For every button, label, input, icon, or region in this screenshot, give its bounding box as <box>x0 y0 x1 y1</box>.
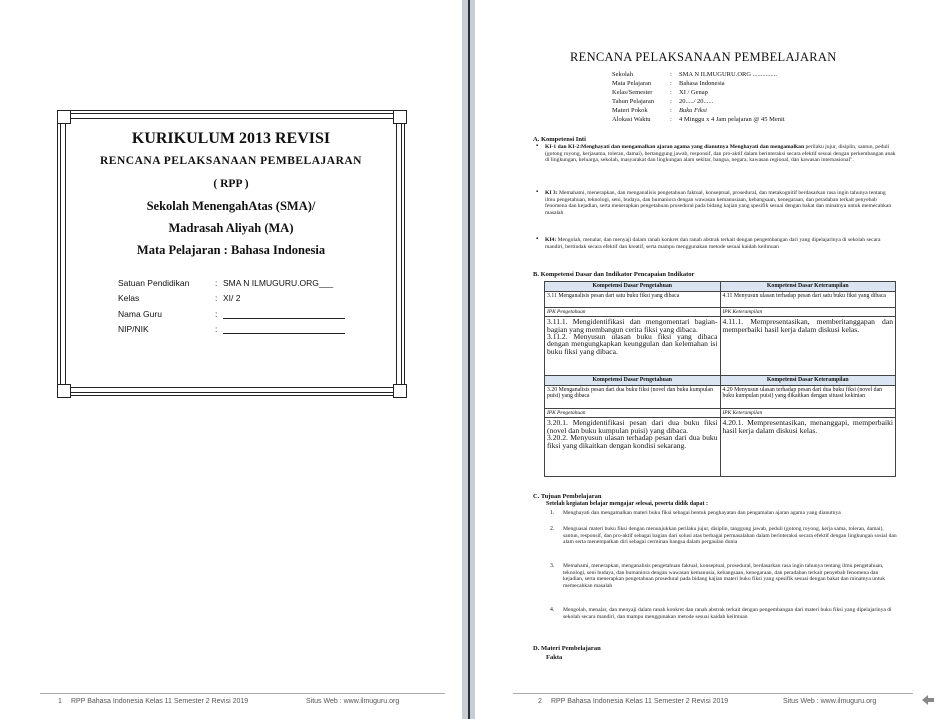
table-header-cell: Kompetensi Dasar Pengetahuan <box>545 376 721 386</box>
info-label: Satuan Pendidikan <box>118 278 190 288</box>
table-cell <box>545 317 721 376</box>
footer-website: Situs Web : www.ilmuguru.org <box>783 698 877 705</box>
indicator-item: 3.11.1. Mengidentifikasi dan mengomentari bagian-bagian yang membangun cerita fiksi yang dibaca. <box>547 317 718 334</box>
table-subheader-cell: IPK Pengetahuan <box>545 408 721 418</box>
frame-corner-ornament <box>393 384 407 398</box>
ki-1-2-label: KI-1 dan KI-2:Menghayati dan mengamalkan ajaran agama yang dianutnya Menghayati dan mengamalkan <box>545 144 805 150</box>
bullet-icon: ▪ <box>536 189 539 195</box>
cover-title: KURIKULUM 2013 REVISI <box>131 130 331 147</box>
header-label: Kelas/Semester <box>612 89 653 96</box>
info-label: Kelas <box>118 293 140 303</box>
document-page-1 <box>0 0 462 719</box>
cover-rpp-label: ( RPP ) <box>213 178 249 190</box>
frame-corner-ornament <box>57 110 71 124</box>
table-cell: 4.20.1. Mempresentasikan, menanggapi, memperbaiki hasil kerja dalam diskusi kelas. <box>720 418 896 477</box>
footer-page-number: 2 <box>538 698 542 705</box>
table-row <box>545 291 896 307</box>
info-value: XI/ 2 <box>223 293 241 303</box>
ki-4-paragraph <box>545 237 897 264</box>
footer-rule <box>40 693 445 694</box>
cover-subtitle: RENCANA PELAKSANAAN PEMBELAJARAN <box>100 155 362 167</box>
table-header-cell: Kompetensi Dasar Keterampilan <box>720 376 896 386</box>
cover-school-line-1: Sekolah MenengahAtas (SMA)/ <box>146 199 316 213</box>
header-colon: : <box>670 107 672 114</box>
info-colon: : <box>215 324 218 334</box>
section-d-heading: D. Materi Pembelajaran <box>533 645 601 652</box>
info-colon: : <box>215 278 218 288</box>
kompetensi-dasar-table <box>544 281 896 477</box>
indicator-item: 3.20.2. Menyusun ulasan terhadap pesan dari dua buku fiksi yang dikaitkan dengan kondisi sekarang. <box>547 433 718 450</box>
header-colon: : <box>670 98 672 105</box>
header-value: Bahasa Indonesia <box>679 80 725 87</box>
header-value: 20...../ 20...... <box>679 98 714 105</box>
table-cell: 4.20 Menyusun ulasan terhadap pesan dari dua buku fiksi (novel dan buku kumpulan puisi) yang dikaitkan dengan situasi kekinian <box>720 385 896 408</box>
header-colon: : <box>670 80 672 87</box>
section-a-heading: A. Kompetensi Inti <box>533 136 586 143</box>
cover-subject: Mata Pelajaran : Bahasa Indonesia <box>136 243 326 257</box>
table-row <box>545 307 896 317</box>
indicator-item: 3.11.2. Menyusun ulasan buku fiksi yang dibaca dengan mengungkapkan keunggulan dan kelemahan isi buku fiksi yang dibaca. <box>547 332 718 356</box>
header-label: Alokasi Waktu <box>612 116 651 123</box>
header-colon: : <box>670 71 672 78</box>
ki-1-2-text: perilaku jujur, disiplin, santun, peduli (gotong royong, kerjasama, toleran, damai), bertanggung jawab, responsif, dan pro-aktif dalam berinteraksi secara efektif sesuai dengan perkembangan anak di lingkungan, keluarga, sekolah, masyarakat dan lingkungan alam sekitar, bangsa, negara, kawasan regional, dan kawasan internasional". <box>545 144 896 164</box>
section-b-heading: B. Kompetensi Dasar dan Indikator Pencapaian Indikator <box>533 271 695 278</box>
table-header-cell: Kompetensi Dasar Keterampilan <box>720 282 896 292</box>
list-item: Mengolah, menalar, dan menyaji dalam ranah konkret dan ranah abstrak terkait dengan pengembangan dari materi buku fiksi yang dipelajarinya di sekolah secara mandiri, dan mampu menggunakan metode sesuai kaidah keilmuan <box>563 607 892 620</box>
fill-in-line <box>223 333 345 334</box>
table-header-cell: Kompetensi Dasar Pengetahuan <box>545 282 721 292</box>
ki-3-label: KI 3: <box>545 190 558 196</box>
header-label: Sekolah <box>612 71 633 78</box>
indicator-item: 3.20.1. Mengidentifikasi pesan dari dua buku fiksi (novel dan buku kumpulan puisi) yang dibaca. <box>547 418 718 435</box>
page-separator <box>468 0 470 719</box>
table-subheader-cell: IPK Keterampilan <box>720 307 896 317</box>
info-label: Nama Guru <box>118 309 162 319</box>
frame-corner-ornament <box>57 384 71 398</box>
footer-rule <box>513 693 913 694</box>
header-value: 4 Minggu x 4 Jam pelajaran @ 45 Menit <box>679 116 785 123</box>
cover-school-line-2: Madrasah Aliyah (MA) <box>168 221 294 235</box>
next-page-arrow-icon[interactable] <box>921 694 935 706</box>
list-item: Menguasai materi buku fiksi dengan menunjukkan perilaku jujur, disiplin, tanggung jawab, peduli (gotong royong, kerja sama, toleran, damai), santun, responsif, dan pro-aktif sebagai bagian dari solusi atas berbagai permasalahan dalam berinteraksi secara efektif dengan lingkungan sosial dan alam serta menempatkan diri sebagai cerminan bangsa dalam pergaulan dunia <box>563 526 897 546</box>
table-cell: 3.20 Menganalisis pesan dari dua buku fiksi (novel dan buku kumpulan puisi) yang dibaca <box>545 385 721 408</box>
footer-page-number: 1 <box>58 698 62 705</box>
table-subheader-cell: IPK Keterampilan <box>720 408 896 418</box>
footer-doc-title: RPP Bahasa Indonesia Kelas 11 Semester 2 Revisi 2019 <box>71 698 249 705</box>
table-row <box>545 376 896 386</box>
bullet-icon: ▪ <box>536 143 539 149</box>
table-cell: 4.11 Menyusun ulasan terhadap pesan dari satu buku fiksi yang dibaca <box>720 291 896 307</box>
ki-4-text: Mengolah, menalar, dan menyaji dalam ranah konkret dan ranah abstrak terkait dengan pengembangan dari yang dipelajarinya di sekolah secara mandiri, bertindak secara efektif dan kreatif, serta mampu menggunakan metode sesuai kaidah keilmuan <box>545 237 881 250</box>
table-row <box>545 282 896 292</box>
ki-3-paragraph <box>545 190 897 237</box>
header-colon: : <box>670 89 672 96</box>
header-value: SMA N ILMUGURU.ORG ............... <box>679 71 778 78</box>
document-page-2 <box>475 0 943 719</box>
table-row <box>545 317 896 376</box>
page-title: RENCANA PELAKSANAAN PEMBELAJARAN <box>570 50 837 64</box>
footer-website: Situs Web : www.ilmuguru.org <box>306 698 400 705</box>
info-colon: : <box>215 293 218 303</box>
table-cell: 3.11 Menganalisis pesan dari satu buku fiksi yang dibaca <box>545 291 721 307</box>
list-item: Menghayati dan mengamalkan materi buku fiksi sebagai bentuk penghayatan dan pengamalan ajaran agama yang dianutnya <box>563 510 841 516</box>
table-cell: 4.11.1. Mempresentasikan, memberitanggapan dan memperbaiki hasil kerja dalam diskusi kelas. <box>720 317 896 376</box>
ki-4-label: KI4: <box>545 237 557 243</box>
bullet-icon: ▪ <box>536 236 539 242</box>
fill-in-line <box>223 318 345 319</box>
header-colon: : <box>670 116 672 123</box>
list-number: 2. <box>550 526 555 532</box>
info-label: NIP/NIK <box>118 324 149 334</box>
list-number: 4. <box>550 607 555 613</box>
footer-doc-title: RPP Bahasa Indonesia Kelas 11 Semester 2 Revisi 2019 <box>551 698 729 705</box>
section-c-heading: C. Tujuan Pembelajaran <box>533 493 602 500</box>
header-label: Mata Pelajaran <box>612 80 652 87</box>
section-c-intro: Setelah kegiatan belajar mengajar selesai, peserta didik dapat : <box>546 501 708 507</box>
header-label: Materi Pokok <box>612 107 648 114</box>
header-value: XI / Genap <box>679 89 708 96</box>
header-label: Tahun Pelajaran <box>612 98 654 105</box>
ki-1-2-paragraph <box>545 144 897 191</box>
table-row <box>545 408 896 418</box>
table-row <box>545 385 896 408</box>
info-colon: : <box>215 309 218 319</box>
list-number: 1. <box>550 510 555 516</box>
section-d-subheading: Fakta <box>546 654 563 661</box>
header-value: Buku Fiksi <box>679 107 707 114</box>
ki-3-text: Memahami, menerapkan, dan menganalisis pengetahuan faktual, konseptual, prosedural, dan metakognitif berdasarkan rasa ingin tahunya tentang ilmu pengetahuan, teknologi, seni, budaya, dan humaniora dengan wawasan kemanusiaan, kebangsaan, kenegaraan, dan peradaban terkait penyebab fenomena dan kejadian, serta menerapkan pengetahuan prosedural pada bidang kajian yang spesifik sesuai dengan bakat dan minatnya untuk memecahkan masalah <box>545 190 892 217</box>
table-row <box>545 418 896 477</box>
list-number: 3. <box>550 563 555 569</box>
table-subheader-cell: IPK Pengetahuan <box>545 307 721 317</box>
list-item: Memahami, menerapkan, menganalisis pengetahuan faktual, konseptual, prosedural, berdasarkan rasa ingin tahunya tentang ilmu pengetahuan, teknologi, seni budaya, dan humaniora dengan wawasan kemanusia, kebangsaan, kenegaraan, dan peradaban terkait penyebab fenomena dan kejadian, serta menerapkan pengetahuan prosedural pada bidang kajian materi buku fiksi yang spesifik sesuai dengan bakat dan minatnya untuk memecahkan masalah <box>563 563 886 590</box>
info-value: SMA N ILMUGURU.ORG___ <box>223 278 334 288</box>
table-cell <box>545 418 721 477</box>
frame-corner-ornament <box>393 110 407 124</box>
